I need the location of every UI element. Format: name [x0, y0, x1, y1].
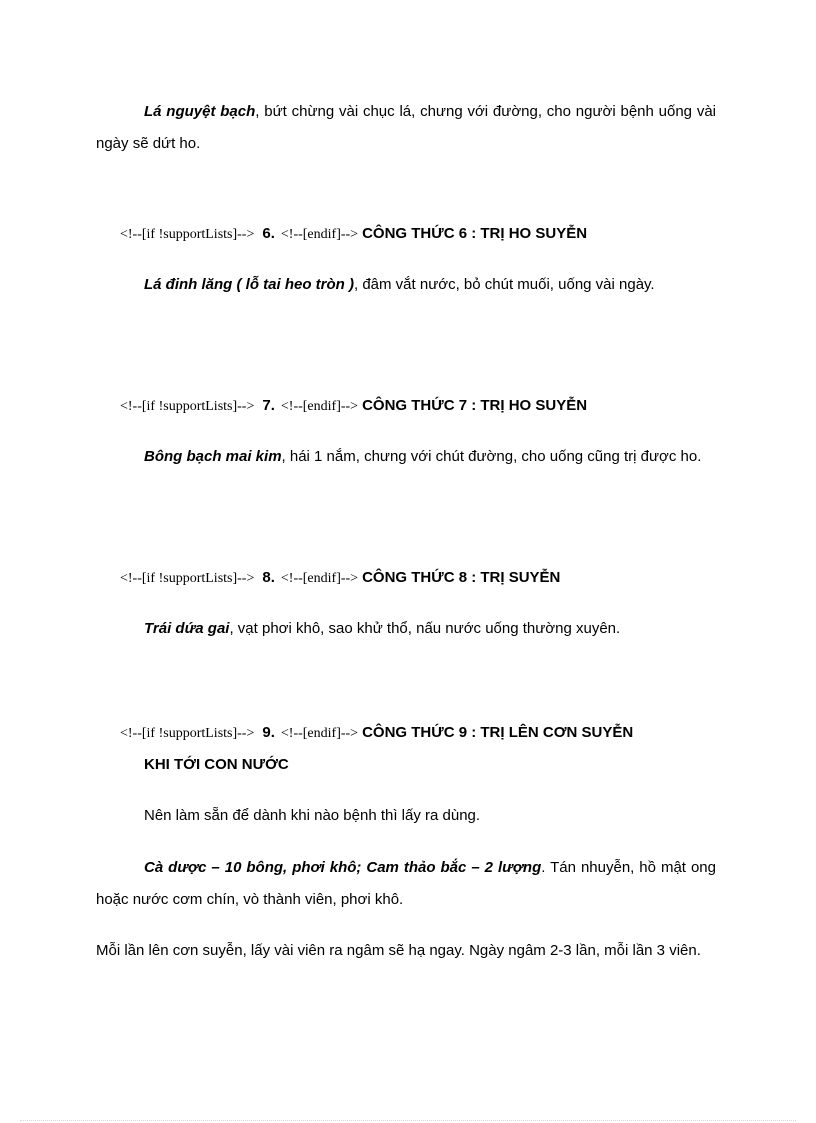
ingredient-name: Trái dứa gai [144, 620, 230, 637]
section-heading-9 [120, 717, 720, 750]
list-marker-comment: <!--[if !supportLists]--> [120, 571, 255, 586]
ingredient-name: Lá nguyệt bạch [144, 103, 256, 120]
recipe-paragraph [96, 96, 716, 160]
instruction-paragraph: Nên làm sẵn để dành khi nào bệnh thì lấy ra dùng. [144, 807, 481, 824]
list-marker-comment: <!--[if !supportLists]--> [120, 399, 255, 414]
list-number: 6. [262, 225, 275, 242]
list-marker-comment: <!--[if !supportLists]--> [120, 227, 255, 242]
recipe-paragraph [96, 613, 716, 645]
heading-title: CÔNG THỨC 6 : TRỊ HO SUYỄN [362, 225, 588, 242]
list-end-comment: <!--[endif]--> [280, 726, 359, 741]
section-heading-6 [120, 218, 720, 251]
paragraph-text: , đâm vắt nước, bỏ chút muối, uống vài ngày. [354, 276, 655, 293]
list-end-comment: <!--[endif]--> [280, 571, 359, 586]
paragraph-text: , vạt phơi khô, sao khử thổ, nấu nước uống thường xuyên. [229, 620, 621, 637]
recipe-paragraph [96, 441, 716, 473]
recipe-paragraph [96, 269, 716, 301]
section-heading-7 [120, 390, 720, 423]
recipe-paragraph [96, 852, 716, 916]
list-number: 7. [262, 397, 275, 414]
list-number: 9. [262, 724, 275, 741]
paragraph-text: , hái 1 nắm, chưng với chút đường, cho uống cũng trị được ho. [281, 448, 702, 465]
dosage-paragraph: Mỗi lần lên cơn suyễn, lấy vài viên ra ngâm sẽ hạ ngay. Ngày ngâm 2-3 lần, mỗi lần 3 viên. [96, 942, 701, 959]
list-number: 8. [262, 569, 275, 586]
paragraph-text: . Tán nhuyễn, hồ mật ong hoặc nước cơm chín, vò thành viên, phơi khô. [96, 859, 716, 908]
heading-title: CÔNG THỨC 7 : TRỊ HO SUYỄN [362, 397, 588, 414]
heading-title: CÔNG THỨC 8 : TRỊ SUYỄN [362, 569, 561, 586]
section-heading-8 [120, 562, 720, 595]
list-end-comment: <!--[endif]--> [280, 399, 359, 414]
list-marker-comment: <!--[if !supportLists]--> [120, 726, 255, 741]
heading-title: CÔNG THỨC 9 : TRỊ LÊN CƠN SUYỄN [362, 724, 634, 741]
list-end-comment: <!--[endif]--> [280, 227, 359, 242]
heading-title-continuation: KHI TỚI CON NƯỚC [144, 756, 289, 773]
paragraph-text: , bứt chừng vài chục lá, chưng với đường, cho người bệnh uống vài ngày sẽ dứt ho. [96, 103, 716, 152]
ingredient-name: Lá đinh lăng ( lỗ tai heo tròn ) [144, 276, 354, 293]
ingredient-name: Bông bạch mai kim [144, 448, 282, 465]
page-bottom-divider [20, 1120, 796, 1121]
ingredient-name: Cà dược – 10 bông, phơi khô; Cam thảo bắc – 2 lượng [144, 859, 542, 876]
